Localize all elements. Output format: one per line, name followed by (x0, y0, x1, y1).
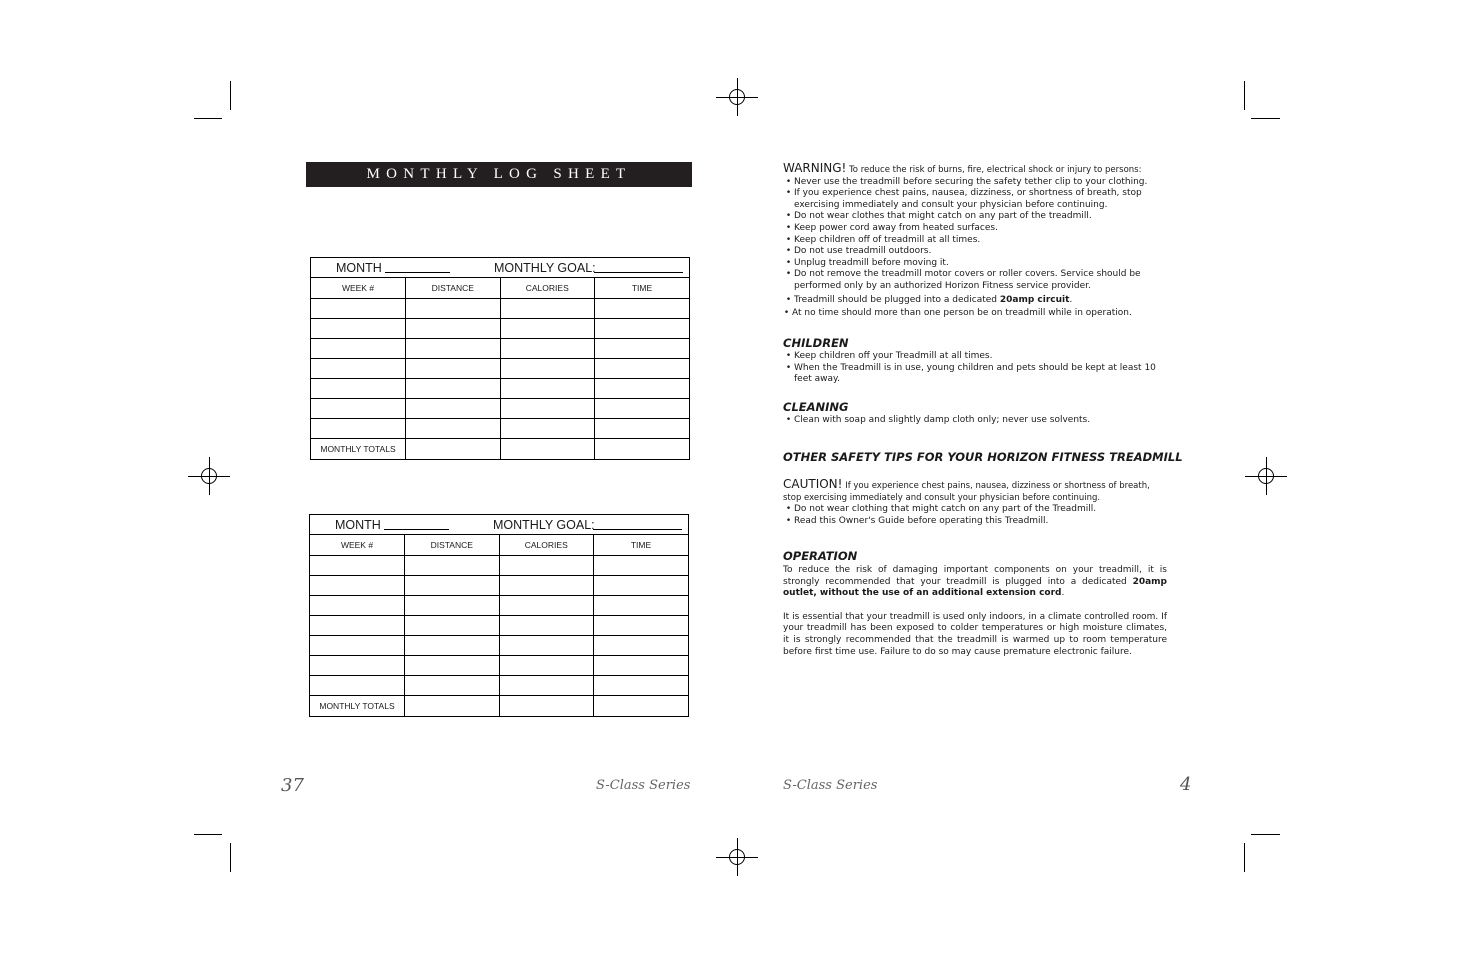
circuit-end: . (1069, 294, 1073, 305)
table-cell[interactable] (405, 635, 500, 655)
table-row (311, 399, 689, 419)
table-cell[interactable] (310, 635, 405, 655)
series-footer: S-Class Series (783, 778, 878, 793)
operation-section (783, 565, 1167, 658)
section-heading-other-safety: OTHER SAFETY TIPS FOR YOUR HORIZON FITNESS TREADMILL (783, 450, 1183, 464)
circuit-text: Treadmill should be plugged into a dedicated (794, 294, 1000, 305)
list-item: • Never use the treadmill before securing the safety tether clip to your clothing. (783, 177, 1167, 189)
column-header: WEEK # (310, 535, 405, 555)
registration-mark-icon (729, 849, 745, 865)
crop-mark (194, 118, 222, 119)
totals-row (310, 696, 688, 716)
log-table-header (310, 515, 688, 535)
log-table (310, 257, 690, 460)
table-row (310, 635, 688, 655)
table-cell[interactable] (406, 378, 501, 398)
table-row (311, 419, 689, 439)
table-cell[interactable] (594, 635, 689, 655)
operation-end: . (1061, 588, 1065, 599)
table-cell[interactable] (500, 318, 595, 338)
goal-field[interactable] (593, 529, 682, 530)
crop-mark (194, 834, 222, 835)
circuit-bold: 20amp circuit (999, 294, 1070, 305)
table-cell[interactable] (499, 615, 594, 635)
table-cell[interactable] (500, 358, 595, 378)
log-table (309, 514, 689, 717)
table-row (311, 318, 689, 338)
table-header-row (310, 535, 688, 555)
table-cell[interactable] (310, 595, 405, 615)
table-cell[interactable] (499, 595, 594, 615)
goal-field[interactable] (594, 272, 683, 273)
table-cell[interactable] (595, 378, 690, 398)
column-header: DISTANCE (406, 278, 501, 298)
series-footer: S-Class Series (596, 778, 691, 793)
registration-mark-icon (1258, 468, 1274, 484)
warning-section (783, 163, 1167, 320)
table-cell[interactable] (311, 318, 406, 338)
month-field[interactable] (384, 529, 449, 530)
table-cell[interactable] (499, 676, 594, 696)
section-heading-operation: OPERATION (783, 549, 858, 563)
table-cell[interactable] (594, 595, 689, 615)
table-cell[interactable] (310, 656, 405, 676)
table-cell[interactable] (595, 399, 690, 419)
page-number: 37 (281, 775, 304, 796)
table-row (310, 595, 688, 615)
table-cell[interactable] (406, 338, 501, 358)
table-cell[interactable] (310, 676, 405, 696)
table-cell[interactable] (594, 615, 689, 635)
table-cell[interactable] (594, 676, 689, 696)
children-section (783, 351, 1167, 386)
table-cell[interactable] (405, 595, 500, 615)
registration-mark-icon (201, 468, 217, 484)
registration-mark-icon (729, 89, 745, 105)
table-cell[interactable] (594, 555, 689, 575)
table-cell[interactable] (311, 419, 406, 439)
totals-label: MONTHLY TOTALS (311, 439, 406, 459)
table-cell[interactable] (405, 615, 500, 635)
caution-section (783, 479, 1167, 527)
list-item: • Clean with soap and slightly damp cloth only; never use solvents. (783, 415, 1167, 427)
table-cell[interactable] (311, 298, 406, 318)
table-cell[interactable] (594, 696, 689, 716)
crop-mark (1244, 81, 1245, 110)
list-item: • Keep children off your Treadmill at all times. (783, 351, 1167, 363)
table-cell[interactable] (310, 575, 405, 595)
operation-text: To reduce the risk of damaging important components on your treadmill, it is strongly recommended that your treadmill is plugged into a dedicated (783, 565, 1167, 587)
crop-mark (1244, 843, 1245, 872)
list-item: • At no time should more than one person be on treadmill while in operation. (783, 308, 1167, 320)
table-cell[interactable] (405, 696, 500, 716)
table-cell[interactable] (405, 676, 500, 696)
list-item (783, 295, 1167, 307)
table-cell[interactable] (310, 555, 405, 575)
column-header: CALORIES (499, 535, 594, 555)
list-item: • Do not remove the treadmill motor covers or roller covers. Service should be performed only by an authorized Horizon Fitness service provider. (783, 269, 1167, 292)
caution-lead: CAUTION! (783, 477, 843, 491)
table-row (310, 615, 688, 635)
column-header: TIME (594, 535, 689, 555)
month-label: MONTH (336, 261, 382, 275)
column-header: WEEK # (311, 278, 406, 298)
table-row (310, 676, 688, 696)
warning-lead: WARNING! (783, 161, 847, 175)
table-row (311, 378, 689, 398)
table-cell[interactable] (500, 338, 595, 358)
table-cell[interactable] (311, 358, 406, 378)
table-cell[interactable] (406, 439, 501, 459)
list-item: • When the Treadmill is in use, young children and pets should be kept at least 10 feet away. (783, 363, 1167, 386)
table-cell[interactable] (500, 399, 595, 419)
table-cell[interactable] (595, 298, 690, 318)
operation-paragraph (783, 565, 1167, 600)
crop-mark (1251, 118, 1280, 119)
operation-bold: 20amp outlet, without the use of an additional extension cord (783, 576, 1167, 599)
page-title: MONTHLY LOG SHEET (306, 162, 692, 187)
table-cell[interactable] (499, 635, 594, 655)
list-item: • Keep power cord away from heated surfaces. (783, 223, 1167, 235)
table-cell[interactable] (500, 298, 595, 318)
month-label: MONTH (335, 518, 381, 532)
month-field[interactable] (385, 272, 450, 273)
table-cell[interactable] (406, 419, 501, 439)
column-header: TIME (595, 278, 690, 298)
table-cell[interactable] (311, 378, 406, 398)
totals-label: MONTHLY TOTALS (310, 696, 405, 716)
table-cell[interactable] (499, 696, 594, 716)
table-cell[interactable] (595, 439, 690, 459)
table-cell[interactable] (499, 555, 594, 575)
table-cell[interactable] (405, 656, 500, 676)
column-header: CALORIES (500, 278, 595, 298)
totals-row (311, 439, 689, 459)
list-item: • Do not use treadmill outdoors. (783, 246, 1167, 258)
table-row (311, 298, 689, 318)
table-cell[interactable] (594, 575, 689, 595)
list-item: • If you experience chest pains, nausea, dizziness, or shortness of breath, stop exercising immediately and consult your physician before continuing. (783, 188, 1167, 211)
table-cell[interactable] (595, 419, 690, 439)
table-row (311, 358, 689, 378)
table-row (310, 555, 688, 575)
table-cell[interactable] (499, 656, 594, 676)
table-cell[interactable] (595, 338, 690, 358)
list-item: • Unplug treadmill before moving it. (783, 258, 1167, 270)
column-header: DISTANCE (405, 535, 500, 555)
table-cell[interactable] (405, 575, 500, 595)
table-cell[interactable] (311, 399, 406, 419)
section-heading-cleaning: CLEANING (783, 400, 849, 414)
goal-label: MONTHLY GOAL: (493, 518, 595, 532)
table-row (311, 338, 689, 358)
table-cell[interactable] (406, 358, 501, 378)
table-cell[interactable] (406, 318, 501, 338)
table-cell[interactable] (405, 555, 500, 575)
section-heading-children: CHILDREN (783, 336, 849, 350)
operation-paragraph: It is essential that your treadmill is used only indoors, in a climate controlled room. If your treadmill has been exposed to colder temperatures or high moisture climates, it is strongly recommended that the treadmill is warmed up to room temperature before first time use. Failure to do so may cause premature electronic failure. (783, 611, 1167, 657)
crop-mark (230, 81, 231, 110)
table-cell[interactable] (500, 439, 595, 459)
list-item: • Do not wear clothing that might catch on any part of the Treadmill. (783, 504, 1167, 516)
table-cell[interactable] (311, 338, 406, 358)
crop-mark (230, 843, 231, 872)
list-item: • Do not wear clothes that might catch on any part of the treadmill. (783, 211, 1167, 223)
table-cell[interactable] (595, 358, 690, 378)
table-cell[interactable] (499, 575, 594, 595)
cleaning-section (783, 415, 1167, 427)
table-cell[interactable] (500, 419, 595, 439)
caution-intro: If you experience chest pains, nausea, dizziness or shortness of breath, stop exercising immediately and consult your physician before continuing. (783, 481, 1150, 503)
page-number: 4 (1180, 774, 1192, 795)
table-cell[interactable] (500, 378, 595, 398)
table-cell[interactable] (595, 318, 690, 338)
table-cell[interactable] (594, 656, 689, 676)
table-header-row (311, 278, 689, 298)
warning-intro: To reduce the risk of burns, fire, electrical shock or injury to persons: (849, 165, 1142, 175)
table-cell[interactable] (406, 399, 501, 419)
crop-mark (1251, 834, 1280, 835)
table-row (310, 575, 688, 595)
goal-label: MONTHLY GOAL: (494, 261, 596, 275)
table-cell[interactable] (406, 298, 501, 318)
list-item: • Read this Owner's Guide before operating this Treadmill. (783, 516, 1167, 528)
log-table-header (311, 258, 689, 278)
table-cell[interactable] (310, 615, 405, 635)
list-item: • Keep children off of treadmill at all times. (783, 235, 1167, 247)
table-row (310, 656, 688, 676)
